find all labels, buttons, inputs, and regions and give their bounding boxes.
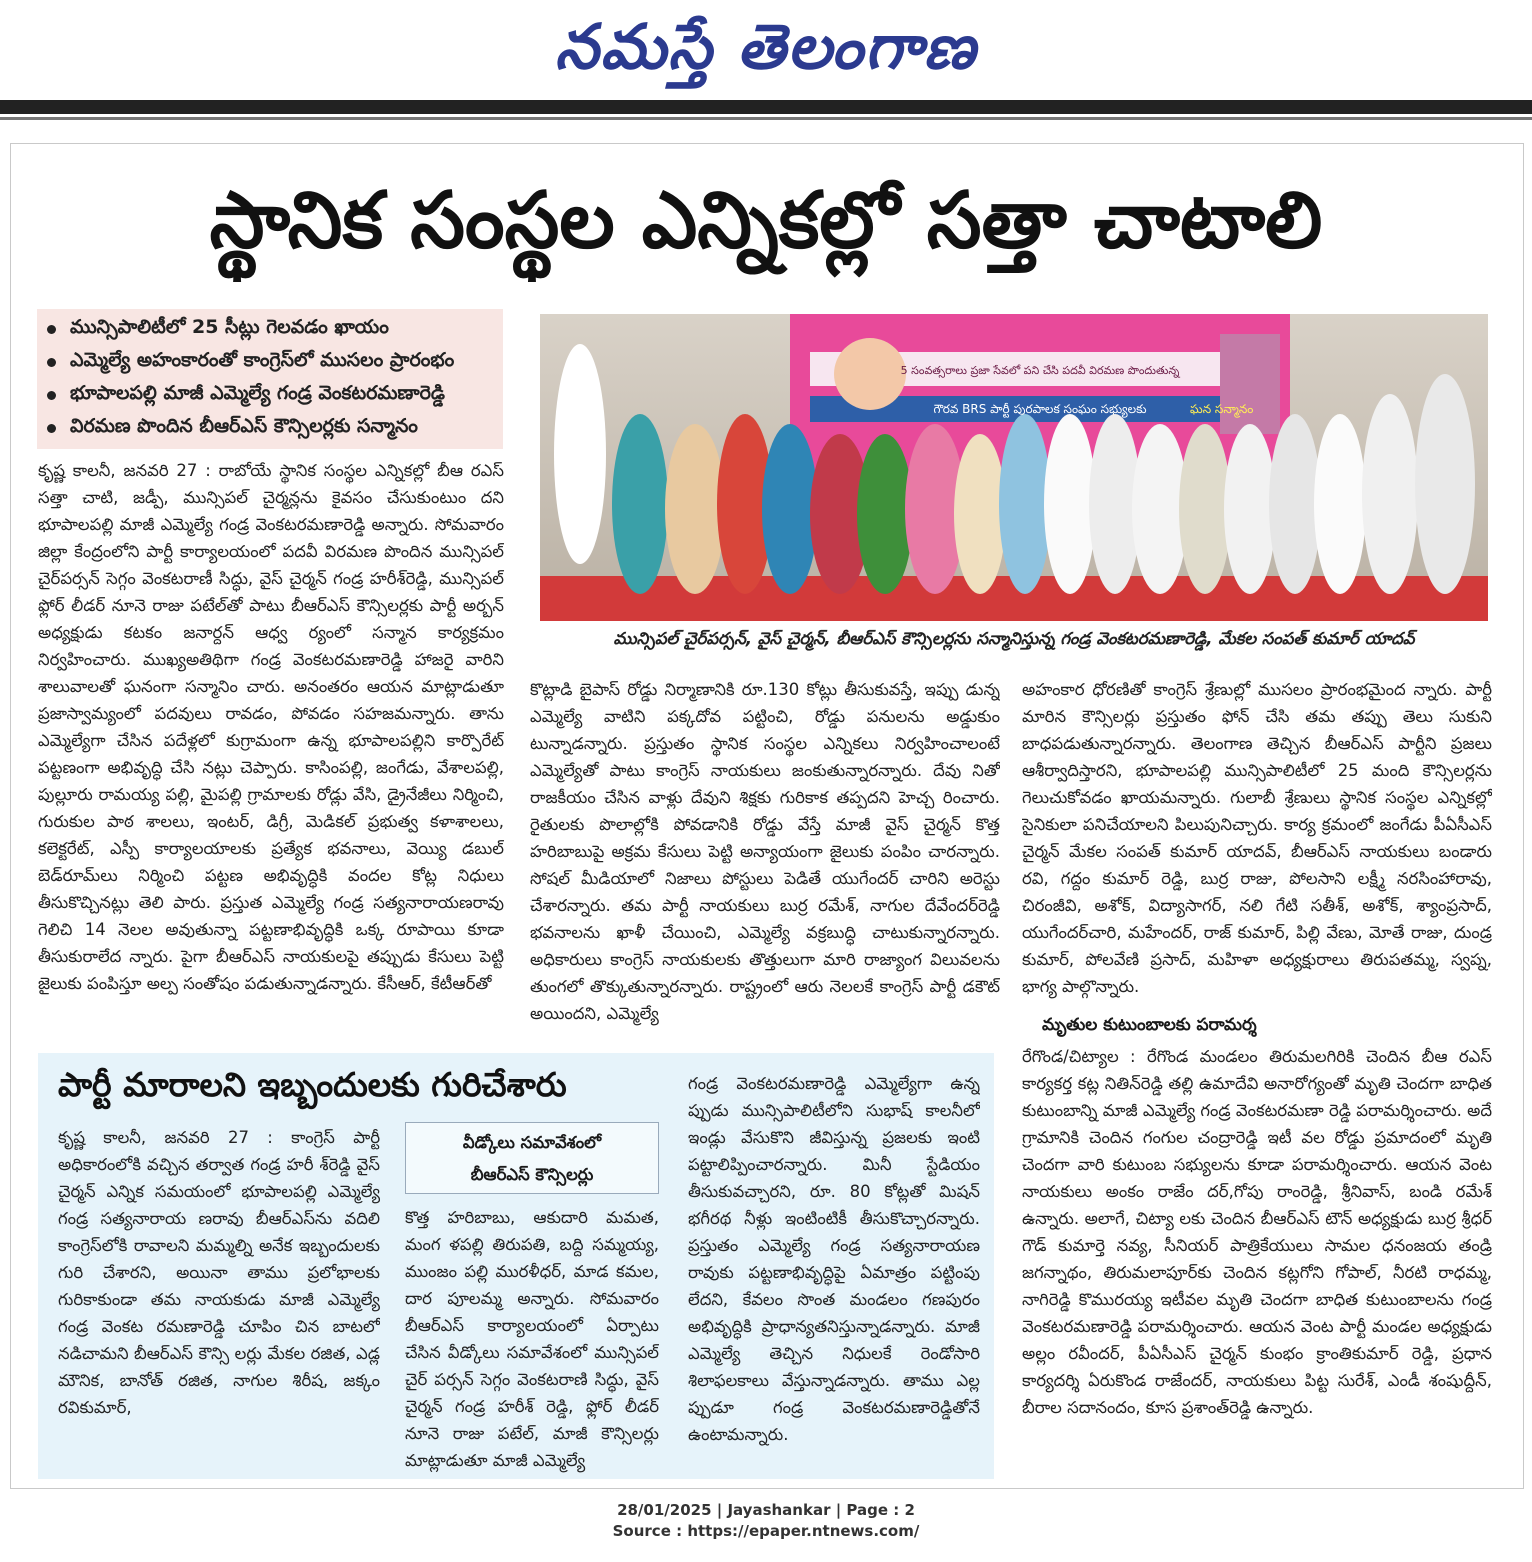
- highlight-item: [47, 412, 493, 445]
- article-column-2: కొట్లాడి బైపాస్ రోడ్డు నిర్మాణానికి రూ.130 కోట్లు తీసుకువస్తే, ఇప్పు డున్న ఎమ్మెల్యే వాటిని పక్కదోవ పట్టించి, రోడ్డు పనులను అడ్డుకుం టున్నాడన్నారు. ప్రస్తుతం స్థానిక సంస్థల ఎన్నికలు నిర్వహించాలంటే ఎమ్మెల్యేతో పాటు కాంగ్రెస్ నాయకులు జంకుతున్నారన్నారు. దేవు నితో రాజకీయం చేసిన వాళ్లు దేవుని శిక్షకు గురికాక తప్పదని హెచ్చ రించారు. రైతులకు పొలాల్లోకి పోవడానికి రోడ్డు వేస్తే మాజీ వైస్ చైర్మన్ కొత్త హరిబాబుపై అక్రమ కేసులు పెట్టి అన్యాయంగా జైలుకు పంపిం చారన్నారు. సోషల్ మీడియాలో నిజాలు పోస్టులు పెడితే యుగేందర్ చారిని అరెస్టు చేశారన్నారు. తమ పార్టీ నాయకులు బుర్ర రమేశ్, నాగుల దేవేందర్‌రెడ్డి భవనాలను ఖాళీ చేయించి, ఎమ్మెల్యే వక్రబుద్ధి చాటుకున్నారన్నారు. అధికారులు కాంగ్రెస్ నాయకులకు తొత్తులుగా మారి రాజ్యాంగ విలువలను తుంగలో తొక్కుతున్నారన్నారు. రాష్ట్రంలో ఆరు నెలలకే కాంగ్రెస్ పార్టీ డకౌట్ అయిందని, ఎమ్మెల్యే: [530, 680, 1000, 1023]
- article-column-3: అహంకార ధోరణితో కాంగ్రెస్ శ్రేణుల్లో ముసలం ప్రారంభమైంద న్నారు. పార్టీ మారిన కౌన్సిలర్లు ప్రస్తుతం ఫోన్ చేసి తమ తప్పు తెలు సుకుని బాధపడుతున్నారన్నారు. తెలంగాణ తెచ్చిన బీఆర్‌ఎస్ పార్టీని ప్రజలు ఆశీర్వాదిస్తారని, భూపాలపల్లి మున్సిపాలిటీలో 25 మంది కౌన్సిలర్లను గెలుచుకోవడం ఖాయమన్నారు. గులాబీ శ్రేణులు స్థానిక సంస్థల ఎన్నికల్లో సైనికులా పనిచేయాలని పిలుపునిచ్చారు. కార్య క్రమంలో జంగేడు పీఏసీఎస్ చైర్మన్ మేకల సంపత్ కుమార్ యాదవ్, బీఆర్‌ఎస్ నాయకులు బండారు రవి, గద్దం కుమార్ రెడ్డి, బుర్ర రాజు, పోలసాని లక్ష్మీ నరసింహారావు, చిరంజీవి, అశోక్, విద్యాసాగర్, నలి గేటి సతీశ్, అశోక్, శ్యాంప్రసాద్, యుగేందర్‌చారి, మహేందర్, రాజ్ కుమార్, పిల్లి వేణు, మోతే రాజు, దుండ్ర కుమార్, పోలవేణి ప్రసాద్, మహిళా అధ్యక్షురాలు తిరుపతమ్మ, స్వప్న, భాగ్య పాల్గొన్నారు.: [1022, 680, 1492, 996]
- bullet-icon: [47, 358, 56, 367]
- highlight-text: విరమణ పొందిన బీఆర్‌ఎస్ కౌన్సిలర్లకు సన్మానం: [70, 415, 418, 437]
- sub-story-column-1: కృష్ణ కాలనీ, జనవరి 27 : కాంగ్రెస్ పార్టీ అధికారంలోకి వచ్చిన తర్వాత గండ్ర హరీ శ్‌రెడ్డి వైస్ చైర్మన్ ఎన్నిక సమయంలో భూపాలపల్లి ఎమ్మెల్యే గండ్ర సత్యనారాయ ణరావు బీఆర్‌ఎస్‌ను వదిలి కాంగ్రెస్‌లోకి రావాలని మమ్మల్ని అనేక ఇబ్బందులకు గురి చేశారని, అయినా తాము ప్రలోభాలకు గురికాకుండా తమ నాయకుడు మాజీ ఎమ్మెల్యే గండ్ర వెంకట రమణారెడ్డి చూపిం చిన బాటలో నడిచామని బీఆర్‌ఎస్ కౌన్సి లర్లు మేకల రజిత, ఎడ్ల మౌనిక, బానోత్ రజిత, నాగుల శిరీష, జక్కం రవికుమార్,: [58, 1128, 380, 1417]
- page-footer: [0, 1500, 1532, 1542]
- event-photo: [540, 314, 1488, 621]
- sub-story-column-2: కొత్త హరిబాబు, ఆకుదారి మమత, మంగ ళపల్లి తిరుపతి, బద్ది సమ్మయ్య, ముంజం పల్లి మురళీధర్, మాడ కమల, దార పూలమ్మ అన్నారు. సోమవారం బీఆర్‌ఎస్ కార్యాలయంలో ఏర్పాటు చేసిన వీడ్కోలు సమావేశంలో మున్సిపల్ చైర్ పర్సన్ సెగ్గం వెంకటరాణి సిద్ధు, వైస్ చైర్మన్ గండ్ర హరీశ్ రెడ్డి, ఫ్లోర్ లీడర్ నూనె రాజు పటేల్, మాజీ కౌన్సిలర్లు మాట్లాడుతూ మాజీ ఎమ్మెల్యే: [405, 1208, 659, 1470]
- highlight-text: భూపాలపల్లి మాజీ ఎమ్మెల్యే గండ్ర వెంకటరమణారెడ్డి: [70, 382, 445, 404]
- event-photo-illustration: [540, 314, 1488, 621]
- highlight-text: ఎమ్మెల్యే అహంకారంతో కాంగ్రెస్‌లో ముసలం ప్రారంభం: [70, 349, 455, 371]
- highlight-item: [47, 379, 493, 412]
- footer-source-link[interactable]: Source : https://epaper.ntnews.com/: [612, 1522, 920, 1540]
- side-story-body: రేగొండ/చిట్యాల : రేగొండ మండలం తిరుమలగిరికి చెందిన బీఆ రఎస్ కార్యకర్త కట్ల నితిన్‌రెడ్డి తల్లి ఉమాదేవి అనారోగ్యంతో మృతి చెందగా బాధిత కుటుంబాన్ని మాజీ ఎమ్మెల్యే గండ్ర వెంకటరమణా రెడ్డి పరామర్శించారు. అదే గ్రామానికి చెందిన గంగుల చంద్రారెడ్డి ఇటీ వల రోడ్డు ప్రమాదంలో మృతి చెందగా వారి కుటుంబ సభ్యులను కూడా పరామర్శించారు. ఆయన వెంట నాయకులు అంకం రాజేం దర్,గోపు రాంరెడ్డి, శ్రీనివాస్, బండి రమేశ్ ఉన్నారు. అలాగే, చిట్యా లకు చెందిన బీఆర్‌ఎస్ టౌన్ అధ్యక్షుడు బుర్ర శ్రీధర్ గౌడ్ కుమార్తె నవ్య, సీనియర్ పాత్రికేయులు సామల ధనంజయ తండ్రి జగన్నాథం, తిరుమలాపూర్‌కు చెందిన కట్లగోని గోపాల్, నీరటి రాధమ్మ, నాగిరెడ్డి కొమురయ్య ఇటీవల మృతి చెందగా బాధిత కుటుంబాలను గండ్ర వెంకటరమణారెడ్డి పరామర్శించారు. ఆయన వెంట పార్టీ మండల అధ్యక్షుడు అల్లం రవీందర్, పీఏసీఎస్ చైర్మన్ కుంభం క్రాంతికుమార్ రెడ్డి, ప్రధాన కార్యదర్శి ఏరుకొండ రాజేందర్, నాయకులు పిట్ట సురేశ్, ఎండీ శంషుద్దీన్, బీరాల సదానందం, కూస ప్రశాంత్‌రెడ్డి ఉన్నారు.: [1022, 1047, 1492, 1417]
- masthead-rule-thin: [0, 117, 1532, 120]
- article-headline: స్థానిక సంస్థల ఎన్నికల్లో సత్తా చాటాలి: [209, 176, 1323, 266]
- highlight-item: [47, 346, 493, 379]
- masthead-rule: [0, 100, 1532, 114]
- article-column-1: కృష్ణ కాలనీ, జనవరి 27 : రాబోయే స్థానిక సంస్థల ఎన్నికల్లో బీఆ రఎస్ సత్తా చాటి, జడ్పీ, మున్సిపల్ చైర్మన్లను కైవసం చేసుకుంటుం దని భూపాలపల్లి మాజీ ఎమ్మెల్యే గండ్ర వెంకటరమణారెడ్డి అన్నారు. సోమవారం జిల్లా కేంద్రంలోని పార్టీ కార్యాలయంలో పదవీ విరమణ పొందిన మున్సిపల్ చైర్‌పర్సన్ సెగ్గం వెంకటరాణీ సిద్ధు, వైస్ చైర్మన్ గండ్ర హరీశ్‌రెడ్డి, మున్సిపల్ ఫ్లోర్ లీడర్ నూనె రాజు పటేల్‌తో పాటు బీఆర్‌ఎస్ కౌన్సిలర్లకు పార్టీ అర్బన్ అధ్యక్షుడు కటకం జనార్దన్ ఆధ్వ ర్యంలో సన్మాన కార్యక్రమం నిర్వహించారు. ముఖ్యఅతిథిగా గండ్ర వెంకటరమణారెడ్డి హాజరై వారిని శాలువాలతో ఘనంగా సన్మానిం చారు. అనంతరం ఆయన మాట్లాడుతూ ప్రజాస్వామ్యంలో పదవులు రావడం, పోవడం సహజమన్నారు. తాను ఎమ్మెల్యేగా చేసిన పదేళ్లలో కుగ్రామంగా ఉన్న భూపాలపల్లిని కార్పొరేట్ పట్టణంగా అభివృద్ధి చేసి నట్లు చెప్పారు. కాసింపల్లి, జంగేడు, వేశాలపల్లి, పుల్లూరు రామయ్య పల్లి, మైపల్లి గ్రామాలకు రోడ్లు వేసి, డ్రైనేజీలు నిర్మించి, గురుకుల పాఠ శాలలు, ఇంటర్, డిగ్రీ, మెడికల్ ప్రభుత్వ కళాశాలలు, కలెక్టరేట్, ఎస్పీ కార్యాలయాలకు ప్రత్యేక భవనాలు, వెయ్యి డబుల్ బెడ్‌రూమ్‌లు నిర్మించి పట్టణ అభివృద్ధికి వందల కోట్ల నిధులు తీసుకొచ్చినట్లు తెలి పారు. ప్రస్తుత ఎమ్మెల్యే గండ్ర సత్యనారాయణరావు గెలిచి 14 నెలల అవుతున్నా పట్టణాభివృద్ధికి ఒక్క రూపాయి కూడా తీసుకురాలేద న్నారు. పైగా బీఆర్‌ఎస్ నాయకులపై తప్పుడు కేసులు పెట్టి జైలుకు పంపిస్తూ అల్ప సంతోషం పడుతున్నాడన్నారు. కేసీఆర్, కేటీఆర్‌తో: [38, 461, 504, 993]
- highlight-item: [47, 313, 493, 346]
- side-story-headline: మృతుల కుటుంబాలకు పరామర్శ: [1042, 1015, 1257, 1035]
- banner-text-3: ఘన సన్మానం: [1190, 402, 1254, 416]
- highlights-box: [37, 309, 503, 449]
- newspaper-logo: నమస్తే తెలంగాణ: [554, 10, 978, 83]
- banner-text-1: 5 సంవత్సరాలు ప్రజా సేవలో పని చేసి పదవీ విరమణ పొందుతున్న: [900, 364, 1180, 377]
- footer-edition: 28/01/2025 | Jayashankar | Page : 2: [617, 1501, 915, 1519]
- subhead-line: బీఆర్‌ఎస్ కౌన్సిలర్లు: [470, 1165, 594, 1184]
- sub-story-headline: పార్టీ మారాలని ఇబ్బందులకు గురిచేశారు: [58, 1065, 567, 1104]
- bullet-icon: [47, 325, 56, 334]
- subhead-line: వీడ్కోలు సమావేశంలో: [462, 1133, 602, 1152]
- highlight-text: మున్సిపాలిటీలో 25 సీట్లు గెలవడం ఖాయం: [70, 316, 389, 338]
- bullet-icon: [47, 424, 56, 433]
- masthead: [0, 0, 1532, 100]
- banner-text-2: గౌరవ BRS పార్టీ పురపాలక సంఘం సభ్యులకు: [933, 402, 1147, 416]
- sub-story-subhead: [405, 1122, 659, 1194]
- photo-caption: మున్సిపల్ చైర్‌పర్సన్, వైస్ చైర్మన్, బీఆర్‌ఎస్ కౌన్సిలర్లను సన్మానిస్తున్న గండ్ర వెంకటరమణారెడ్డి, మేకల సంపత్ కుమార్ యాదవ్: [613, 629, 1415, 648]
- bullet-icon: [47, 391, 56, 400]
- sub-story-column-3: గండ్ర వెంకటరమణారెడ్డి ఎమ్మెల్యేగా ఉన్న ప్పుడు మున్సిపాలిటీలోని సుభాష్ కాలనీలో ఇండ్లు వేసుకొని జీవిస్తున్న ప్రజలకు ఇంటి పట్టాలిప్పించారన్నారు. మినీ స్టేడియం తీసుకువచ్చారని, రూ. 80 కోట్లతో మిషన్ భగీరథ నీళ్లు ఇంటింటికీ తీసుకొచ్చారన్నారు. ప్రస్తుతం ఎమ్మెల్యే గండ్ర సత్యనారాయణ రావుకు పట్టణాభివృద్ధిపై ఏమాత్రం పట్టింపు లేదని, కేవలం సొంత మండలం గణపురం అభివృద్ధికి ప్రాధాన్యతనిస్తున్నాడన్నారు. మాజీ ఎమ్మెల్యే తెచ్చిన నిధులకే రెండోసారి శిలాఫలకాలు వేస్తున్నాడన్నారు. తాము ఎల్ల ప్పుడూ గండ్ర వెంకటరమణారెడ్డితోనే ఉంటామన్నారు.: [688, 1074, 980, 1444]
